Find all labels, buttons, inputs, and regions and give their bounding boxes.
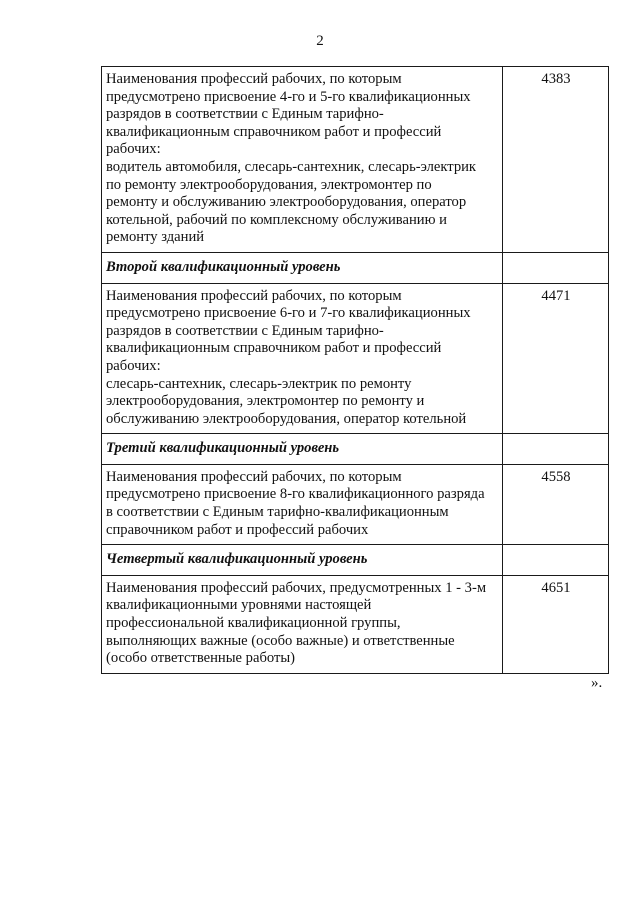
description-line: Наименования профессий рабочих, по которым [106, 468, 402, 485]
profession-description [102, 464, 503, 544]
description-line: предусмотрено присвоение 6-го и 7-го квалификационных [106, 305, 471, 322]
qualification-level-row [102, 545, 609, 576]
empty-salary-cell [503, 545, 609, 576]
description-line: Наименования профессий рабочих, предусмотренных 1 - 3-м [106, 579, 487, 596]
description-line: справочником работ и профессий рабочих [106, 521, 369, 538]
description-line: обслуживанию электрооборудования, оператор котельной [106, 410, 467, 427]
page-number: 2 [316, 33, 324, 49]
description-line: рабочих: [106, 357, 161, 374]
profession-description [102, 67, 503, 253]
profession-row [102, 283, 609, 434]
description-line: Наименования профессий рабочих, по которым [106, 287, 402, 304]
profession-row [102, 67, 609, 253]
qualification-level-title: Второй квалификационный уровень [102, 252, 503, 283]
profession-row [102, 575, 609, 673]
description-line: рабочих: [106, 141, 161, 158]
empty-salary-cell [503, 252, 609, 283]
qualification-table [101, 66, 609, 674]
description-line: в соответствии с Единым тарифно-квалификационным [106, 504, 449, 521]
description-line: котельной, рабочий по комплексному обслуживанию и [106, 211, 447, 228]
qualification-level-row [102, 252, 609, 283]
profession-description [102, 283, 503, 434]
table-body [102, 67, 609, 674]
description-line: (особо ответственные работы) [106, 650, 296, 667]
description-line: слесарь-сантехник, слесарь-электрик по ремонту [106, 375, 412, 392]
description-line: квалификационным справочником работ и профессий [106, 123, 442, 140]
qualification-level-title: Третий квалификационный уровень [102, 434, 503, 465]
description-line: предусмотрено присвоение 4-го и 5-го квалификационных [106, 88, 471, 105]
base-salary-value: 4383 [503, 67, 609, 253]
description-line: разрядов в соответствии с Единым тарифно- [106, 106, 384, 123]
qualification-level-title: Четвертый квалификационный уровень [102, 545, 503, 576]
description-line: Наименования профессий рабочих, по которым [106, 71, 402, 87]
base-salary-value: 4558 [503, 464, 609, 544]
profession-description [102, 575, 503, 673]
description-line: электрооборудования, электромонтер по ремонту и [106, 393, 425, 410]
qualification-level-row [102, 434, 609, 465]
base-salary-value: 4471 [503, 283, 609, 434]
description-line: водитель автомобиля, слесарь-сантехник, слесарь-электрик [106, 158, 477, 175]
base-salary-value: 4651 [503, 575, 609, 673]
description-line: предусмотрено присвоение 8-го квалификационного разряда [106, 486, 485, 503]
closing-quote: ». [591, 675, 603, 691]
description-line: выполняющих важные (особо важные) и ответственные [106, 632, 455, 649]
description-line: профессиональной квалификационной группы, [106, 615, 401, 632]
description-line: разрядов в соответствии с Единым тарифно- [106, 322, 384, 339]
description-line: ремонту и обслуживанию электрооборудования, оператор [106, 194, 467, 211]
profession-row [102, 464, 609, 544]
description-line: по ремонту электрооборудования, электромонтер по [106, 176, 432, 193]
description-line: квалификационными уровнями настоящей [106, 597, 372, 614]
empty-salary-cell [503, 434, 609, 465]
description-line: ремонту зданий [106, 229, 205, 246]
description-line: квалификационным справочником работ и профессий [106, 340, 442, 357]
